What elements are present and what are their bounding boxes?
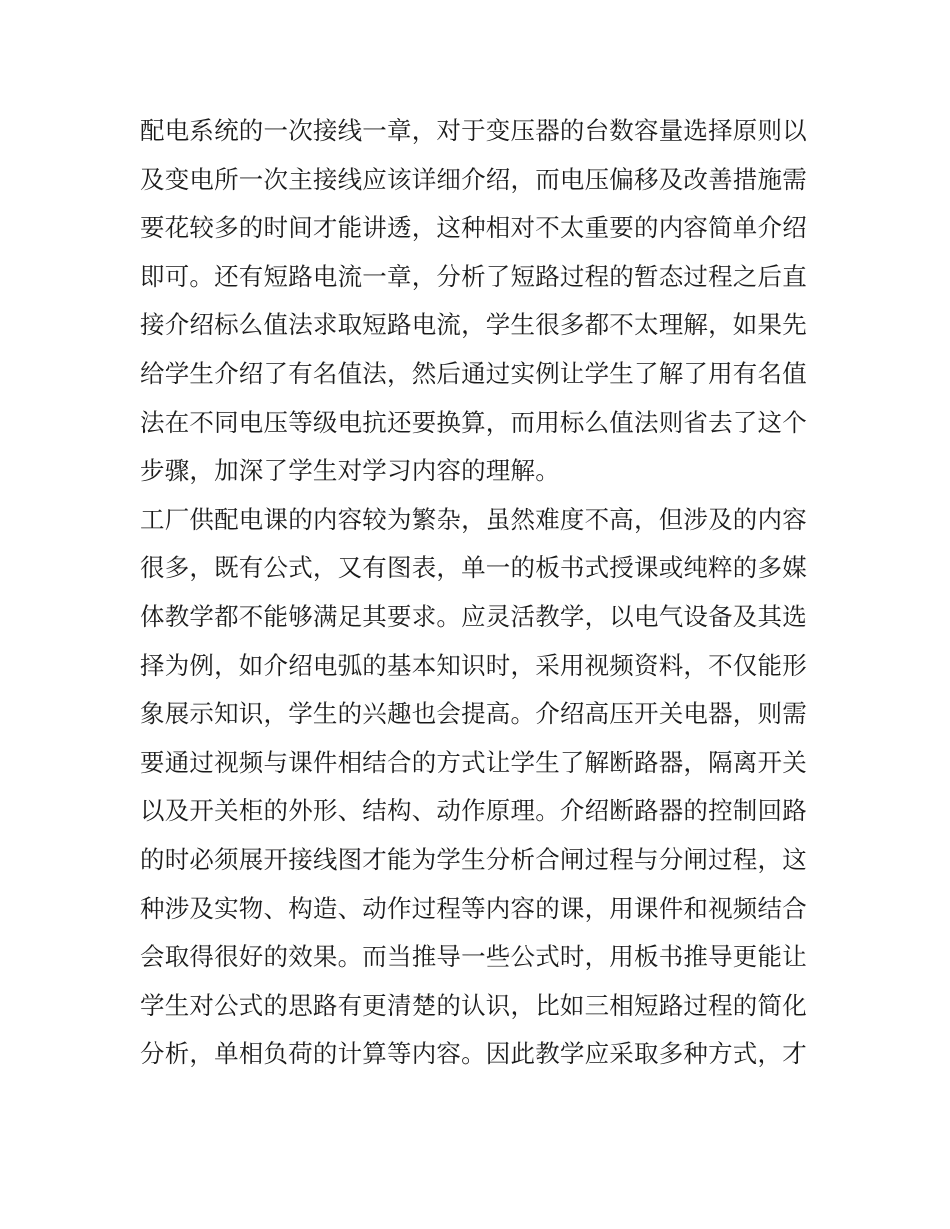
text-line: 步骤，加深了学生对学习内容的理解。 <box>140 456 560 486</box>
text-line: 择为例，如介绍电弧的基本知识时，采用视频资料，不仅能形 <box>140 650 807 680</box>
text-line: 即可。还有短路电流一章，分析了短路过程的暂态过程之后直 <box>140 261 807 291</box>
text-line: 的时必须展开接线图才能为学生分析合闸过程与分闸过程，这 <box>140 844 807 874</box>
text-line: 及变电所一次主接线应该详细介绍，而电压偏移及改善措施需 <box>140 164 807 194</box>
text-line: 要通过视频与课件相结合的方式让学生了解断路器，隔离开关 <box>140 747 807 777</box>
text-line: 会取得很好的效果。而当推导一些公式时，用板书推导更能让 <box>140 942 807 972</box>
text-line: 以及开关柜的外形、结构、动作原理。介绍断路器的控制回路 <box>140 796 807 826</box>
text-line: 接介绍标么值法求取短路电流，学生很多都不太理解，如果先 <box>140 310 807 340</box>
text-line: 很多，既有公式，又有图表，单一的板书式授课或纯粹的多媒 <box>140 553 807 583</box>
text-line: 给学生介绍了有名值法，然后通过实例让学生了解了用有名值 <box>140 358 807 388</box>
text-line: 法在不同电压等级电抗还要换算，而用标么值法则省去了这个 <box>140 407 807 437</box>
text-line: 种涉及实物、构造、动作过程等内容的课，用课件和视频结合 <box>140 893 807 923</box>
text-line: 体教学都不能够满足其要求。应灵活教学，以电气设备及其选 <box>140 601 807 631</box>
text-line: 要花较多的时间才能讲透，这种相对不太重要的内容简单介绍 <box>140 213 807 243</box>
text-line: 配电系统的一次接线一章，对于变压器的台数容量选择原则以 <box>140 116 807 145</box>
text-line: 分析，单相负荷的计算等内容。因此教学应采取多种方式，才 <box>140 1039 807 1069</box>
text-line: 学生对公式的思路有更清楚的认识，比如三相短路过程的简化 <box>140 990 807 1020</box>
text-line: 象展示知识，学生的兴趣也会提高。介绍高压开关电器，则需 <box>140 699 807 729</box>
text-line: 工厂供配电课的内容较为繁杂，虽然难度不高，但涉及的内容 <box>140 504 807 534</box>
body-text <box>140 107 820 1079</box>
